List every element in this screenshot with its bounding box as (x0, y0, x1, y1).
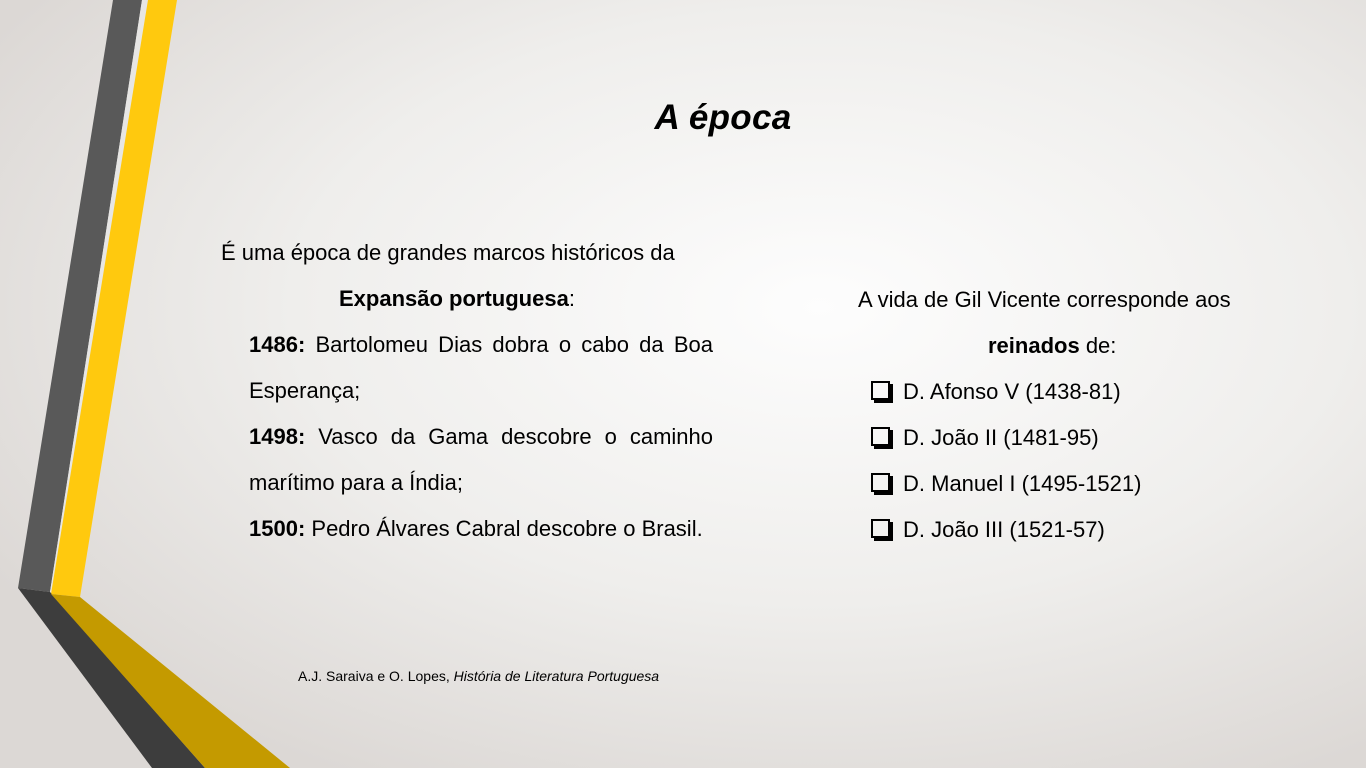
expansion-colon: : (568, 286, 575, 311)
reigns-heading (858, 323, 1258, 369)
event-1498 (221, 414, 713, 506)
reign-item (858, 415, 1258, 461)
event-text: Bartolomeu Dias dobra o cabo da Boa Esperança; (249, 332, 713, 403)
reign-item (858, 507, 1258, 553)
gold-lower-stripe (51, 594, 290, 768)
citation (298, 668, 659, 684)
reign-item (858, 369, 1258, 415)
reign-item (858, 461, 1258, 507)
event-text: Pedro Álvares Cabral descobre o Brasil. (305, 516, 703, 541)
reign-text: D. João III (1521-57) (903, 517, 1105, 542)
citation-authors: A.J. Saraiva e O. Lopes, (298, 668, 454, 684)
expansion-label: Expansão portuguesa (339, 286, 569, 311)
citation-book: História de Literatura Portuguesa (453, 668, 660, 684)
dark-lower-stripe (18, 588, 205, 768)
reign-text: D. Afonso V (1438-81) (903, 379, 1121, 404)
event-year: 1500: (249, 516, 306, 541)
left-column (221, 230, 713, 552)
expansion-heading (221, 276, 713, 322)
right-intro: A vida de Gil Vicente corresponde aos (858, 287, 1231, 312)
reign-text: D. João II (1481-95) (903, 425, 1099, 450)
reigns-tail: de: (1079, 333, 1117, 358)
checkbox-bullet-icon (871, 519, 890, 538)
gray-stripe (18, 0, 142, 592)
yellow-stripe (51, 0, 177, 597)
checkbox-bullet-icon (871, 473, 890, 492)
event-1500 (221, 506, 713, 552)
slide-title: A época (654, 98, 792, 137)
reigns-label: reinados (988, 333, 1080, 358)
right-column (858, 277, 1258, 553)
event-1486 (221, 322, 713, 414)
event-year: 1498: (249, 424, 306, 449)
white-gap-stripe (50, 0, 148, 594)
checkbox-bullet-icon (871, 381, 890, 400)
event-text: Vasco da Gama descobre o caminho marítimo para a Índia; (249, 424, 713, 495)
event-year: 1486: (249, 332, 306, 357)
left-intro: É uma época de grandes marcos históricos da (221, 240, 675, 265)
reign-text: D. Manuel I (1495-1521) (903, 471, 1142, 496)
checkbox-bullet-icon (871, 427, 890, 446)
